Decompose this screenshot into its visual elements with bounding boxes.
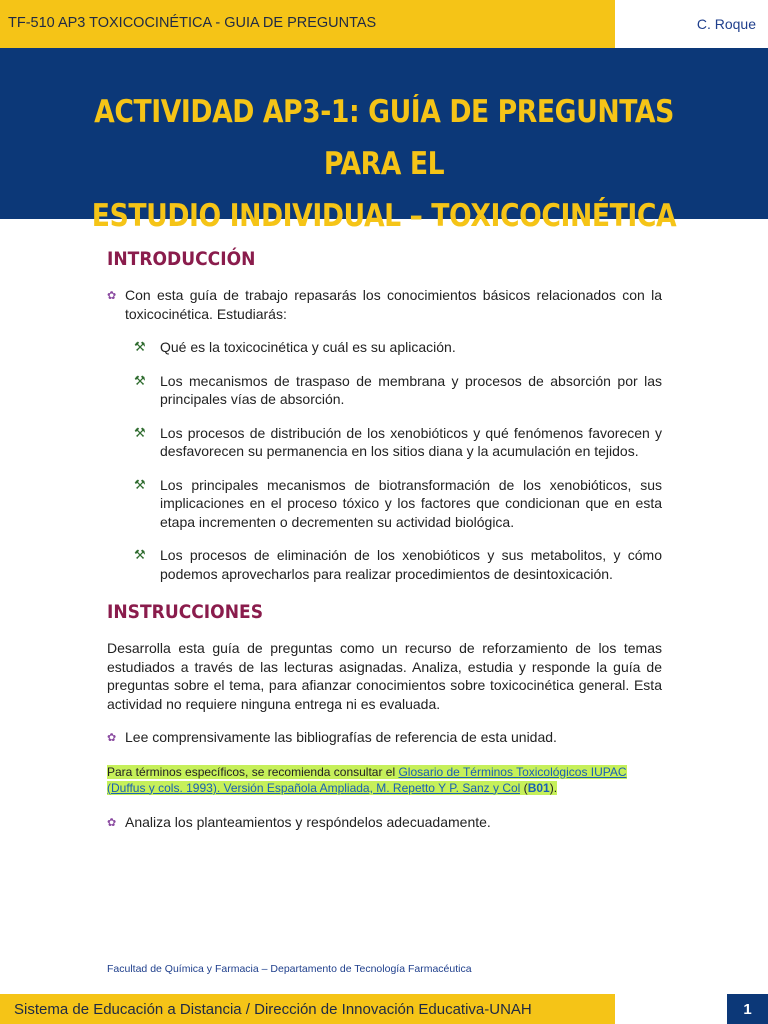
main-content — [107, 248, 662, 832]
list-item-text: Los principales mecanismos de biotransformación de los xenobióticos, sus implicaciones en el proceso tóxico y los factores que condicionan que en esta etapa incrementen o decrementen su actividad biológica. — [160, 476, 662, 530]
analysis-instruction-text: Analiza los planteamientos y respóndelos adecuadamente. — [125, 813, 491, 830]
tools-icon: ⚒ — [134, 547, 146, 562]
instructions-heading: INSTRUCCIONES — [107, 601, 264, 623]
topics-list — [107, 338, 662, 583]
glossary-note — [107, 764, 662, 796]
instructions-paragraph: Desarrolla esta guía de preguntas como un recurso de reforzamiento de los temas estudiados a través de las lecturas asignadas. Analiza, estudia y responde la guía de preguntas sobre el tema, para afianzar conocimientos sobre toxicocinética general. Esta actividad no requiere ninguna entrega ni es evaluada. — [107, 640, 662, 712]
activity-title-line-1: ACTIVIDAD AP3-1: GUÍA DE PREGUNTAS PARA EL — [94, 94, 674, 182]
activity-title-line-2: ESTUDIO INDIVIDUAL – TOXICOCINÉTICA — [91, 198, 677, 234]
list-item — [107, 372, 662, 409]
introduction-heading: INTRODUCCIÓN — [107, 248, 256, 270]
reference-code: B01 — [527, 780, 550, 795]
list-item — [107, 546, 662, 583]
introduction-lead — [107, 286, 662, 323]
list-item-text: Los mecanismos de traspaso de membrana y procesos de absorción por las principales vías de absorción. — [160, 372, 662, 407]
glossary-note-open: ( — [520, 780, 528, 795]
reading-instruction — [107, 728, 662, 748]
flower-bullet-icon: ✿ — [107, 290, 117, 302]
reading-instruction-text: Lee comprensivamente las bibliografías de referencia de esta unidad. — [125, 729, 557, 745]
system-footer: Sistema de Educación a Distancia / Dirección de Innovación Educativa-UNAH — [14, 1001, 532, 1018]
analysis-instruction — [107, 813, 662, 833]
faculty-footer: Facultad de Química y Farmacia – Departamento de Tecnología Farmacéutica — [107, 963, 472, 975]
page-number: 1 — [743, 1001, 752, 1018]
list-item — [107, 476, 662, 532]
glossary-note-text: Para términos específicos, se recomienda consultar el — [107, 764, 399, 779]
document-code-title: TF-510 AP3 TOXICOCINÉTICA - GUIA DE PREGUNTAS — [8, 15, 377, 31]
glossary-link[interactable]: Glosario de Términos Toxicológicos IUPAC (Duffus y cols. 1993). Versión Española Ampliada, M. Repetto Y P. Sanz y Col — [107, 764, 627, 795]
tools-icon: ⚒ — [134, 424, 146, 440]
activity-title — [88, 86, 680, 242]
list-item-text: Los procesos de eliminación de los xenobióticos y sus metabolitos, y cómo podemos aprovecharlos para realizar procedimientos de desintoxicación. — [160, 547, 662, 582]
flower-bullet-icon: ✿ — [107, 732, 117, 744]
tools-icon: ⚒ — [134, 476, 146, 492]
author-name: C. Roque — [696, 16, 756, 32]
list-item-text: Los procesos de distribución de los xenobióticos y qué fenómenos favorecen y desfavorecen su permanencia en los sitios diana y la acumulación en tejidos. — [160, 424, 662, 459]
flower-bullet-icon: ✿ — [107, 816, 117, 829]
tools-icon: ⚒ — [134, 339, 146, 354]
list-item — [107, 338, 662, 357]
glossary-note-close: ). — [549, 780, 558, 795]
list-item — [107, 424, 662, 461]
introduction-lead-text: Con esta guía de trabajo repasarás los conocimientos básicos relacionados con la toxicocinética. Estudiarás: — [125, 287, 662, 322]
list-item-text: Qué es la toxicocinética y cuál es su aplicación. — [160, 339, 456, 355]
tools-icon: ⚒ — [134, 372, 146, 388]
